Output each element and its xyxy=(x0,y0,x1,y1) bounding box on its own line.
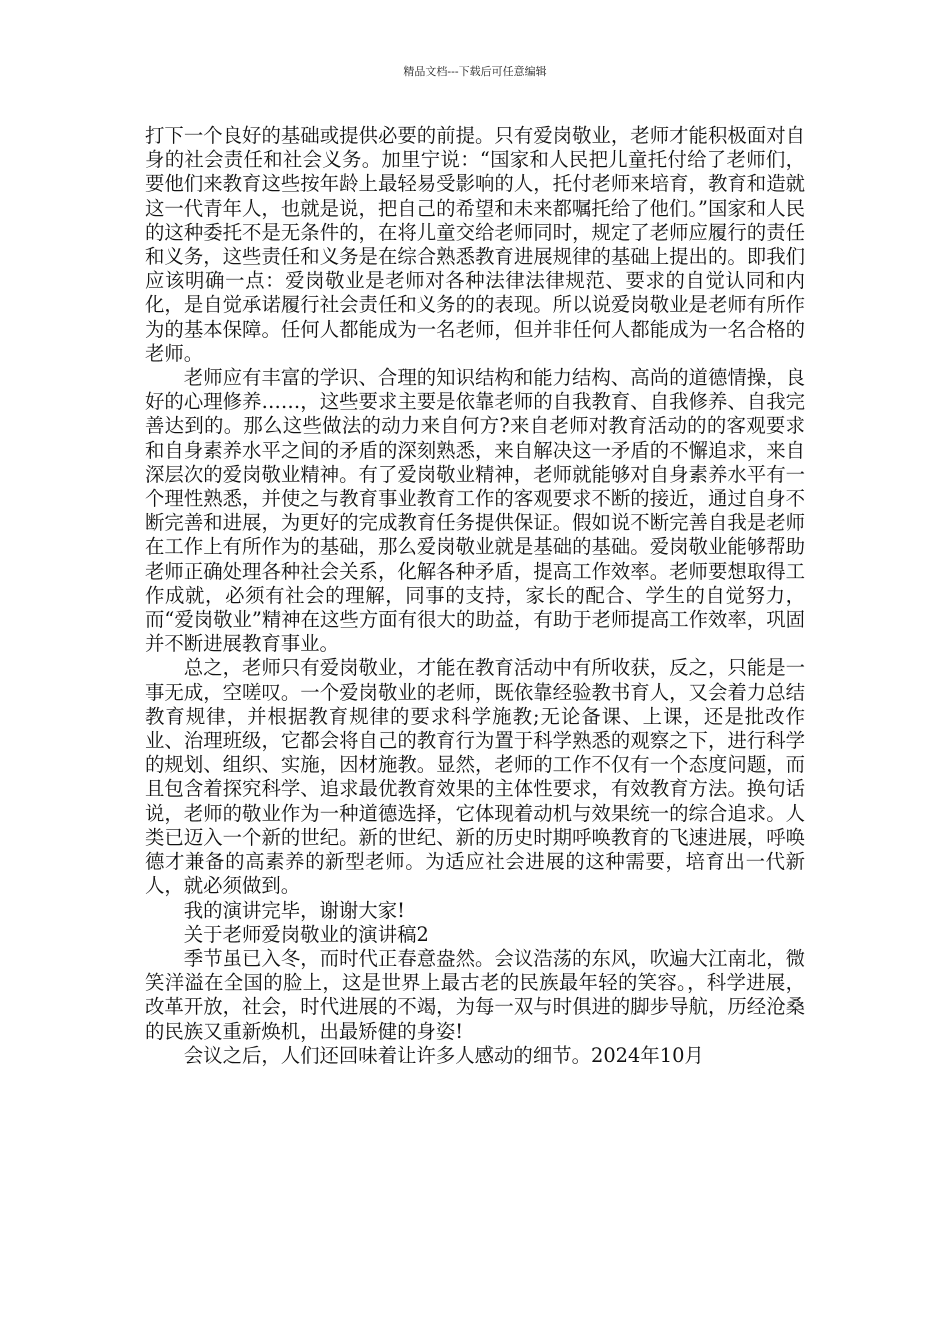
paragraph: 总之，老师只有爱岗敬业，才能在教育活动中有所收获，反之，只能是一事无成，空嗟叹。一个爱岗敬业的老师，既依靠经验教书育人，又会着力总结教育规律，并根据教育规律的要求科学施教;无论备课、上课，还是批改作业、治理班级，它都会将自己的教育行为置于科学熟悉的观察之下，进行科学的规划、组织、实施，因材施教。显然，老师的工作不仅有一个态度问题，而且包含着探究科学、追求最优教育效果的主体性要求，有效教育方法。换句话说，老师的敬业作为一种道德选择，它体现着动机与效果统一的综合追求。人类已迈入一个新的世纪。新的世纪、新的历史时期呼唤教育的飞速进展，呼唤德才兼备的高素养的新型老师。为适应社会进展的这种需要，培育出一代新人，就必须做到。 xyxy=(145,656,805,898)
paragraph: 老师应有丰富的学识、合理的知识结构和能力结构、高尚的道德情操，良好的心理修养……，这些要求主要是依靠老师的自我教育、自我修养、自我完善达到的。那么这些做法的动力来自何方?来自老师对教育活动的的客观要求和自身素养水平之间的矛盾的深刻熟悉，来自解决这一矛盾的不懈追求，来自深层次的爱岗敬业精神。有了爱岗敬业精神，老师就能够对自身素养水平有一个理性熟悉，并使之与教育事业教育工作的客观要求不断的接近，通过自身不断完善和进展，为更好的完成教育任务提供保证。假如说不断完善自我是老师在工作上有所作为的基础，那么爱岗敬业就是基础的基础。爱岗敬业能够帮助老师正确处理各种社会关系，化解各种矛盾，提高工作效率。老师要想取得工作成就，必须有社会的理解，同事的支持，家长的配合、学生的自觉努力，而“爱岗敬业”精神在这些方面有很大的助益，有助于老师提高工作效率，巩固并不断进展教育事业。 xyxy=(145,366,805,656)
paragraph-continuation: 打下一个良好的基础或提供必要的前提。只有爱岗敬业，老师才能积极面对自身的社会责任和社会义务。加里宁说：“国家和人民把儿童托付给了老师们，要他们来教育这些按年龄上最轻易受影响的人，托付老师来培育，教育和造就这一代青年人，也就是说，把自己的希望和未来都嘱托给了他们。”国家和人民的这种委托不是无条件的，在将儿童交给老师同时，规定了老师应履行的责任和义务，这些责任和义务是在综合熟悉教育进展规律的基础上提出的。即我们应该明确一点：爱岗敬业是老师对各种法律法律规范、要求的自觉认同和内化，是自觉承诺履行社会责任和义务的的表现。所以说爱岗敬业是老师有所作为的基本保障。任何人都能成为一名老师，但并非任何人都能成为一名合格的老师。 xyxy=(145,124,805,365)
paragraph: 季节虽已入冬，而时代正春意盎然。会议浩荡的东风，吹遍大江南北，微笑洋溢在全国的脸上，这是世界上最古老的民族最年轻的笑容。，科学进展，改革开放，社会，时代进展的不竭，为每一双与时俱进的脚步导航，历经沧桑的民族又重新焕机，出最矫健的身姿! xyxy=(145,946,805,1043)
paragraph: 会议之后，人们还回味着让许多人感动的细节。2024年10月 xyxy=(183,1043,704,1067)
section-title: 关于老师爱岗敬业的演讲稿2 xyxy=(183,922,429,946)
document-body xyxy=(145,124,805,1068)
page-header: 精品文档---下载后可任意编辑 xyxy=(403,65,547,78)
closing-line: 我的演讲完毕，谢谢大家! xyxy=(183,898,405,922)
